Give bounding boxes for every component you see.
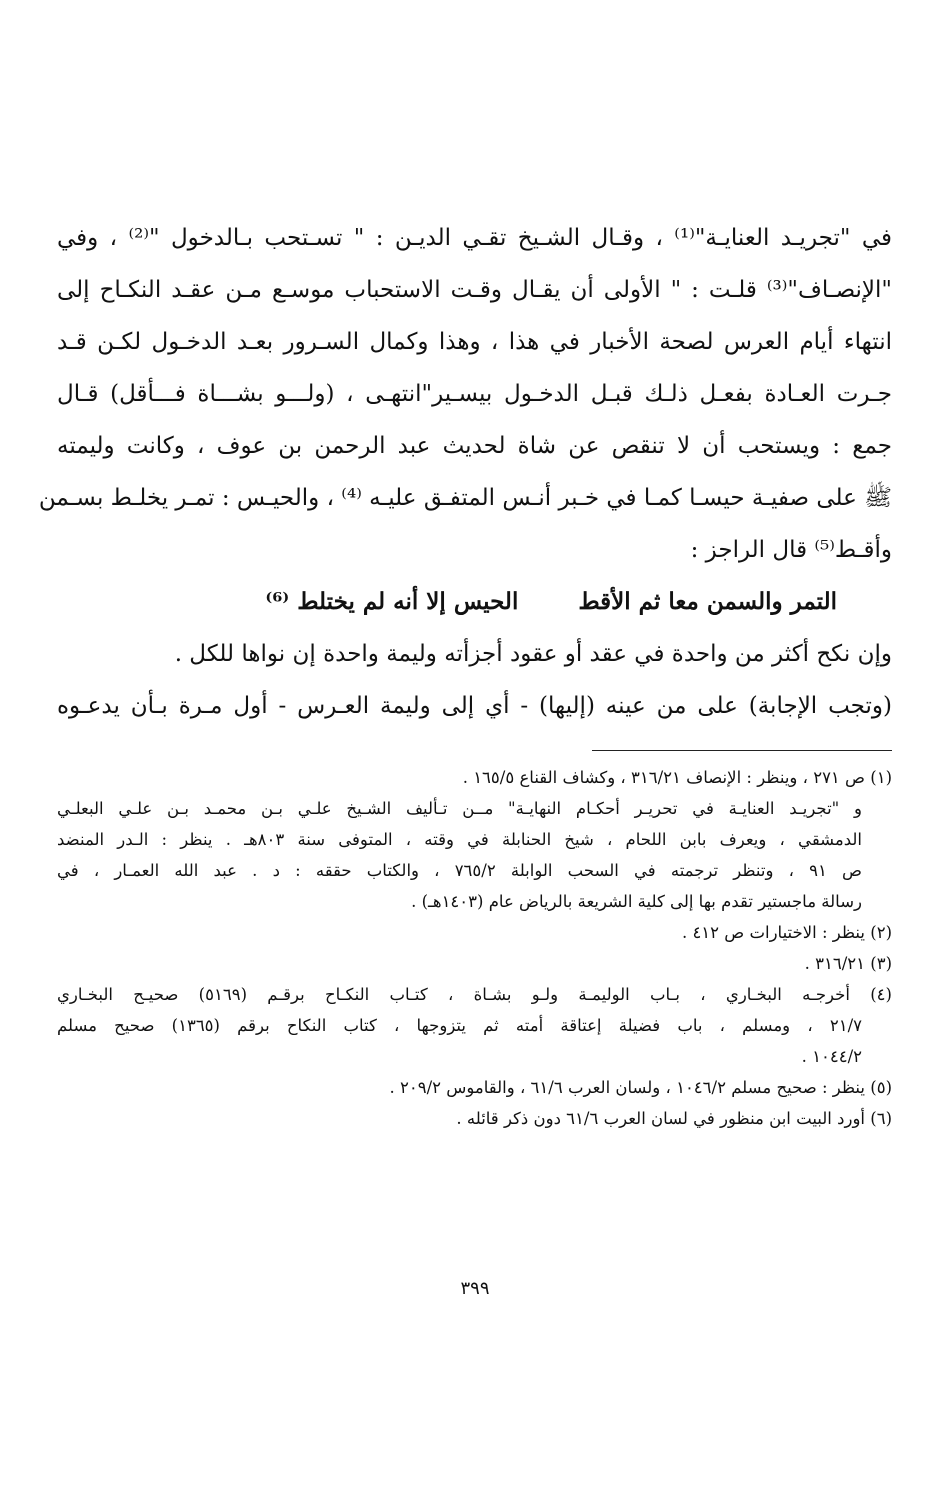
footnote-line: (٦) أورد البيت ابن منظور في لسان العرب ٦١/٦ دون ذكر قائله . bbox=[456, 1109, 892, 1128]
footnote-line: (٣) ٣١٦/٢١ . bbox=[804, 954, 892, 973]
text-line-6: ﷺ على صفيـة حيسـا كمـا في خـبر أنـس المتفـق عليـه ⁽⁴⁾ ، والحيـس : تمـر يخلـط بسـمن bbox=[38, 485, 892, 511]
text-line-5: جمع : ويستحب أن لا تنقص عن شاة لحديث عبد الرحمن بن عوف ، وكانت وليمته bbox=[57, 433, 892, 459]
poetry-verse bbox=[57, 576, 892, 628]
footnote-line: الدمشقي ، ويعرف بابن اللحام ، شيخ الحنابلة في وقته ، المتوفى سنة ٨٠٣هـ . ينظر : الـدر المنضد bbox=[57, 830, 862, 849]
text-line-8: وإن نكح أكثر من واحدة في عقد أو عقود أجزأته وليمة واحدة إن نواها للكل . bbox=[174, 641, 892, 667]
text-line-1: في "تجريـد العنايـة"⁽¹⁾ ، وقـال الشـيخ تقـي الديـن : " تسـتحب بـالدخول "⁽²⁾ ، وفي bbox=[57, 225, 893, 251]
footnote-line: ١٠٤٤/٢ . bbox=[801, 1047, 862, 1066]
verse-second-hemistich: الحيس إلا أنه لم يختلط ⁽⁶⁾ bbox=[265, 588, 519, 615]
footnote-separator bbox=[592, 750, 892, 751]
footnotes-block bbox=[57, 762, 892, 1134]
footnote-line: (١) ص ٢٧١ ، وينظر : الإنصاف ٣١٦/٢١ ، وكشاف القناع ١٦٥/٥ . bbox=[462, 768, 892, 787]
footnote-line: رسالة ماجستير تقدم بها إلى كلية الشريعة بالرياض عام (١٤٠٣هـ) . bbox=[411, 892, 862, 911]
footnote-line: ص ٩١ ، وتنظر ترجمته في السحب الوابلة ٧٦٥/٢ ، والكتاب حققه : د . عبد الله العمـار ، في bbox=[57, 861, 862, 880]
footnote-line: (٤) أخرجـه البخـاري ، بـاب الوليمـة ولـو بشـاة ، كتـاب النكـاح برقـم (٥١٦٩) صحيـح البخـاري bbox=[57, 985, 892, 1004]
footnote-line: (٢) ينظر : الاختيارات ص ٤١٢ . bbox=[681, 923, 892, 942]
verse-first-hemistich: التمر والسمن معا ثم الأقط bbox=[578, 588, 837, 615]
text-line-2: "الإنصـاف"⁽³⁾ قلـت : " الأولى أن يقـال وقـت الاستحباب موسـع مـن عقـد النكـاح إلى bbox=[57, 277, 892, 303]
footnote-line: (٥) ينظر : صحيح مسلم ١٠٤٦/٢ ، ولسان العرب ٦١/٦ ، والقاموس ٢٠٩/٢ . bbox=[389, 1078, 892, 1097]
footnote-line: ٢١/٧ ، ومسلم ، باب فضيلة إعتاقة أمته ثم يتزوجها ، كتاب النكاح برقم (١٣٦٥) صحيح مسلم bbox=[57, 1016, 862, 1035]
footnote-line: و "تجريـد العنايـة في تحريـر أحكـام النهايـة" مــن تـأليف الشـيخ علـي بـن محمـد بـن علـي البعلـي bbox=[57, 799, 862, 818]
page-number: ٣٩٩ bbox=[460, 1278, 490, 1299]
main-text-block bbox=[38, 212, 893, 732]
text-line-7: وأقـط⁽⁵⁾ قال الراجز : bbox=[690, 537, 892, 563]
text-line-4: جـرت العـادة بفعـل ذلـك قبـل الدخـول بيسـير"انتهـى ، (ولـــو بشـــاة فـــأقل) قـال bbox=[57, 381, 892, 407]
text-line-3: انتهاء أيام العرس لصحة الأخبار في هذا ، وهذا وكمال السـرور بعـد الدخـول لكـن قـد bbox=[57, 329, 892, 355]
text-line-9: (وتجب الإجابة) على من عينه (إليها) - أي إلى وليمة العـرس - أول مـرة بـأن يدعـوه bbox=[57, 693, 892, 719]
